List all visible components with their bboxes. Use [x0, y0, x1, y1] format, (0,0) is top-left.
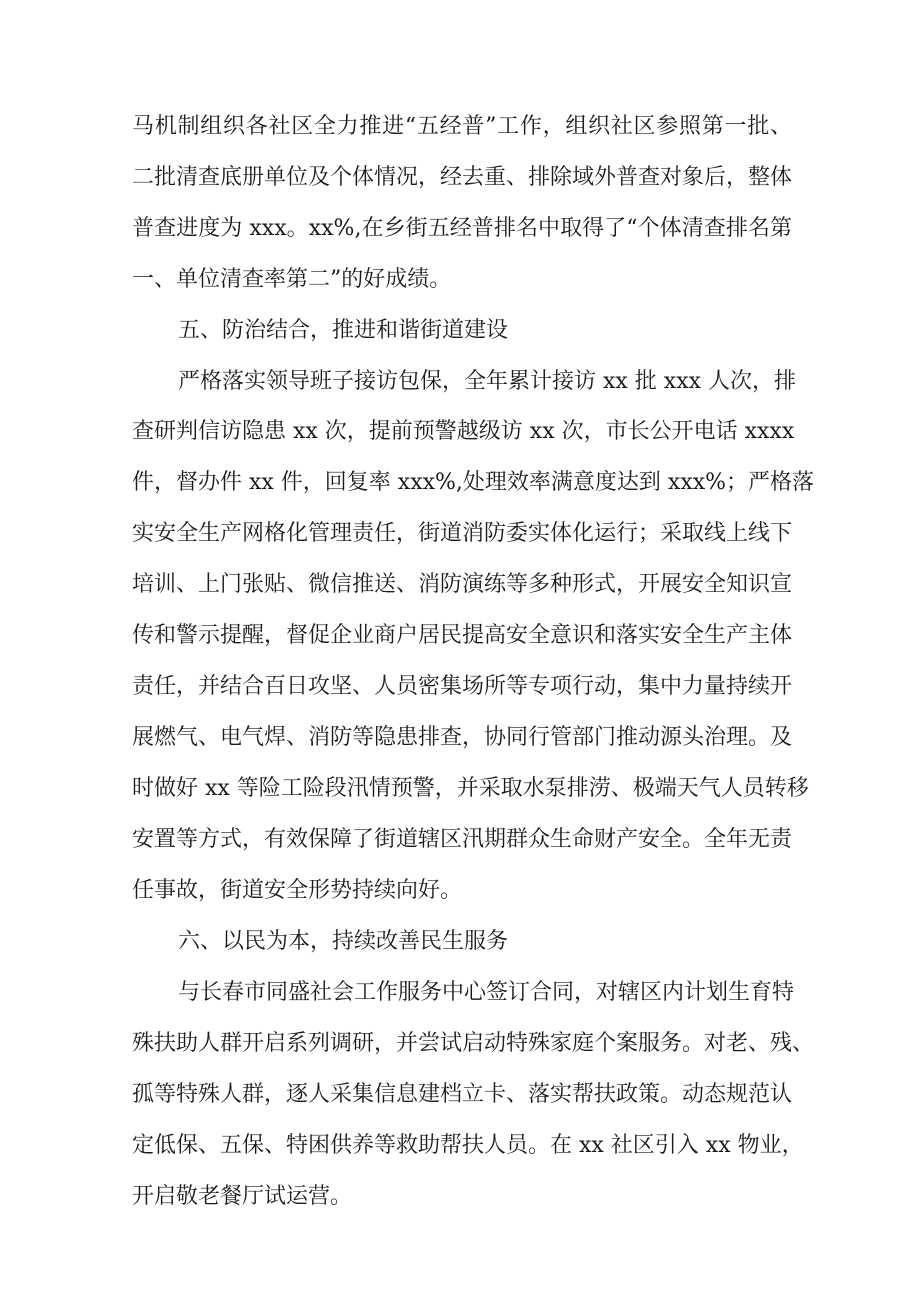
- paragraph-line: 严格落实领导班子接访包保，全年累计接访 xx 批 xxx 人次，排: [178, 369, 797, 394]
- paragraph-line: 开启敬老餐厅试运营。: [132, 1184, 353, 1209]
- paragraph-line: 时做好 xx 等险工险段汛情预警，并采取水泵排涝、极端天气人员转移: [132, 776, 809, 801]
- paragraph-line: 殊扶助人群开启系列调研，并尝试启动特殊家庭个案服务。对老、残、: [132, 1031, 815, 1056]
- paragraph-line: 马机制组织各社区全力推进“五经普”工作，组织社区参照第一批、: [132, 114, 792, 139]
- paragraph-line: 展燃气、电气焊、消防等隐患排查，协同行管部门推动源头治理。及: [132, 725, 793, 750]
- paragraph-line: 普查进度为 xxx。xx%,在乡街五经普排名中取得了“个体清查排名第: [132, 216, 792, 241]
- paragraph-line: 安置等方式，有效保障了街道辖区汛期群众生命财产安全。全年无责: [132, 827, 793, 852]
- paragraph-line: 传和警示提醒，督促企业商户居民提高安全意识和落实安全生产主体: [132, 623, 793, 648]
- paragraph-line: 定低保、五保、特困供养等救助帮扶人员。在 xx 社区引入 xx 物业，: [132, 1133, 804, 1158]
- paragraph-line: 培训、上门张贴、微信推送、消防演练等多种形式，开展安全知识宣: [132, 572, 793, 597]
- section-heading-six: 六、以民为本，持续改善民生服务: [178, 929, 509, 954]
- paragraph-line: 孤等特殊人群，逐人采集信息建档立卡、落实帮扶政策。动态规范认: [132, 1082, 793, 1107]
- paragraph-line: 件，督办件 xx 件，回复率 xxx%,处理效率满意度达到 xxx%；严格落: [132, 470, 815, 495]
- section-heading-five: 五、防治结合，推进和谐街道建设: [178, 318, 509, 343]
- paragraph-line: 实安全生产网格化管理责任，街道消防委实体化运行；采取线上线下: [132, 521, 793, 546]
- paragraph-line: 责任，并结合百日攻坚、人员密集场所等专项行动，集中力量持续开: [132, 674, 793, 699]
- paragraph-line: 查研判信访隐患 xx 次，提前预警越级访 xx 次，市长公开电话 xxxx: [132, 419, 795, 444]
- paragraph-line: 二批清查底册单位及个体情况，经去重、排除域外普查对象后，整体: [132, 165, 793, 190]
- paragraph-line: 任事故，街道安全形势持续向好。: [132, 878, 463, 903]
- paragraph-line: 与长春市同盛社会工作服务中心签订合同，对辖区内计划生育特: [178, 980, 795, 1005]
- paragraph-line: 一、单位清查率第二”的好成绩。: [132, 267, 452, 292]
